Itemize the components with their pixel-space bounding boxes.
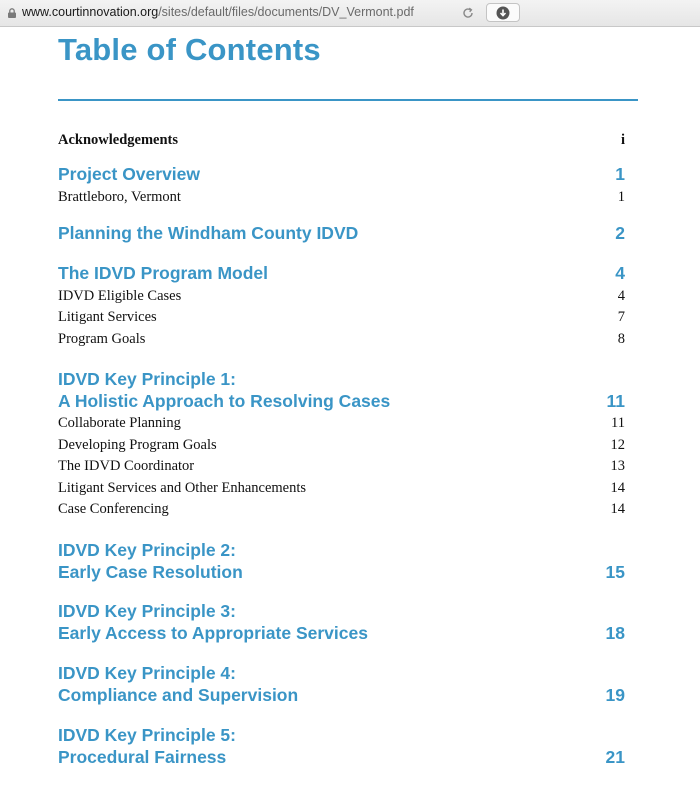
toc-section-key-principle-1[interactable] — [58, 368, 625, 412]
reload-icon[interactable] — [461, 6, 475, 20]
section-title-line1: IDVD Key Principle 1: — [58, 369, 236, 389]
url-domain: www.courtinnovation.org — [22, 5, 159, 19]
toc-subentry[interactable] — [58, 286, 625, 306]
section-title: The IDVD Program Model — [58, 263, 269, 283]
toc-section-key-principle-5[interactable] — [58, 724, 625, 768]
page-number: 4 — [617, 288, 625, 304]
entry-label: The IDVD Coordinator — [58, 458, 195, 474]
entry-label: Litigant Services — [58, 309, 157, 325]
toc-subentry[interactable] — [58, 499, 625, 519]
section-title: Project Overview — [58, 164, 201, 184]
entry-label: IDVD Eligible Cases — [58, 288, 182, 304]
toc-section-key-principle-3[interactable] — [58, 600, 625, 644]
section-title-line2: Compliance and Supervision — [58, 685, 299, 705]
title-divider — [58, 99, 638, 101]
page-number: 1 — [617, 189, 625, 205]
toc-section-project-overview[interactable] — [58, 163, 625, 185]
toc-section-planning[interactable] — [58, 222, 625, 244]
page-number: 11 — [606, 391, 625, 411]
entry-label: Collaborate Planning — [58, 415, 181, 431]
entry-label: Acknowledgements — [58, 132, 179, 148]
toc-subentry[interactable] — [58, 307, 625, 327]
section-title-line1: IDVD Key Principle 2: — [58, 540, 236, 560]
page-title: Table of Contents — [58, 32, 321, 67]
toc-subentry[interactable] — [58, 478, 625, 498]
section-title-line2: Early Case Resolution — [58, 562, 243, 582]
page-number: 21 — [605, 747, 625, 767]
section-title-line2: Early Access to Appropriate Services — [58, 623, 368, 643]
toc-subentry[interactable] — [58, 456, 625, 476]
toc-subentry[interactable] — [58, 187, 625, 207]
page-number: 15 — [605, 562, 625, 582]
toc-section-key-principle-4[interactable] — [58, 662, 625, 706]
entry-label: Program Goals — [58, 331, 146, 347]
toc-subentry[interactable] — [58, 435, 625, 455]
page-number: 12 — [610, 437, 625, 453]
page-number: 11 — [611, 415, 625, 431]
section-title: Planning the Windham County IDVD — [58, 223, 359, 243]
entry-label: Litigant Services and Other Enhancements — [58, 480, 307, 496]
page-number: i — [620, 132, 625, 148]
entry-label: Case Conferencing — [58, 501, 169, 517]
section-title-line1: IDVD Key Principle 3: — [58, 601, 236, 621]
entry-label: Brattleboro, Vermont — [58, 189, 181, 205]
page-number: 7 — [617, 309, 625, 325]
entry-label: Developing Program Goals — [58, 437, 217, 453]
download-icon — [496, 6, 510, 20]
download-button[interactable] — [486, 3, 520, 22]
page-number: 1 — [615, 164, 625, 184]
toc-section-program-model[interactable] — [58, 262, 625, 284]
toc-entry-acknowledgements[interactable] — [58, 130, 625, 150]
section-title-line2: A Holistic Approach to Resolving Cases — [58, 391, 391, 411]
url-path: /sites/default/files/documents/DV_Vermont.pdf — [158, 5, 414, 19]
page-number: 14 — [610, 501, 625, 517]
page-number: 13 — [610, 458, 625, 474]
toc-subentry[interactable] — [58, 329, 625, 349]
page-number: 14 — [610, 480, 625, 496]
page-number: 2 — [615, 223, 625, 243]
page-number: 18 — [605, 623, 625, 643]
page-number: 8 — [617, 331, 625, 347]
page-number: 19 — [605, 685, 625, 705]
url-field[interactable] — [22, 5, 414, 19]
section-title-line1: IDVD Key Principle 4: — [58, 663, 236, 683]
page-number: 4 — [615, 263, 625, 283]
section-title-line2: Procedural Fairness — [58, 747, 227, 767]
lock-icon — [7, 8, 17, 18]
toc-section-key-principle-2[interactable] — [58, 539, 625, 583]
section-title-line1: IDVD Key Principle 5: — [58, 725, 236, 745]
toc-subentry[interactable] — [58, 413, 625, 433]
browser-address-bar — [0, 0, 700, 27]
